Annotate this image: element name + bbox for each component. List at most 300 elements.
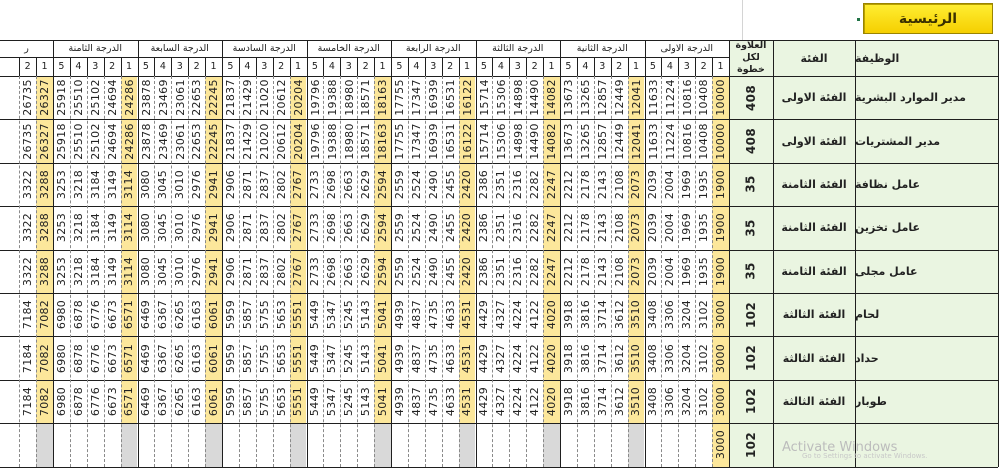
salary-cell[interactable]	[171, 119, 188, 162]
salary-cell[interactable]	[323, 336, 340, 379]
salary-cell[interactable]	[425, 423, 442, 466]
salary-cell[interactable]	[205, 206, 222, 249]
increment-cell[interactable]	[729, 423, 773, 466]
salary-cell[interactable]	[205, 423, 222, 466]
salary-cell[interactable]	[357, 336, 374, 379]
salary-cell[interactable]	[374, 250, 391, 293]
salary-cell[interactable]	[442, 206, 459, 249]
salary-cell[interactable]	[509, 119, 526, 162]
salary-cell[interactable]	[70, 250, 87, 293]
salary-cell[interactable]	[492, 293, 509, 336]
salary-cell[interactable]	[307, 76, 324, 119]
salary-cell[interactable]	[492, 163, 509, 206]
salary-cell[interactable]	[70, 380, 87, 423]
salary-cell[interactable]	[628, 119, 645, 162]
salary-cell[interactable]	[391, 380, 408, 423]
salary-cell[interactable]	[256, 336, 273, 379]
salary-cell[interactable]	[154, 119, 171, 162]
salary-cell[interactable]	[577, 423, 594, 466]
salary-cell[interactable]	[492, 76, 509, 119]
salary-cell[interactable]	[36, 380, 53, 423]
salary-cell[interactable]	[19, 163, 36, 206]
salary-cell[interactable]	[273, 206, 290, 249]
salary-cell[interactable]	[273, 250, 290, 293]
salary-cell[interactable]	[526, 206, 543, 249]
salary-cell[interactable]	[323, 76, 340, 119]
salary-cell[interactable]	[290, 119, 307, 162]
salary-cell[interactable]	[628, 423, 645, 466]
salary-cell[interactable]	[53, 423, 70, 466]
salary-cell[interactable]	[459, 336, 476, 379]
salary-cell[interactable]	[188, 250, 205, 293]
salary-cell[interactable]	[188, 163, 205, 206]
salary-cell[interactable]	[661, 380, 678, 423]
salary-cell[interactable]	[594, 250, 611, 293]
salary-cell[interactable]	[171, 423, 188, 466]
salary-cell[interactable]	[526, 380, 543, 423]
salary-cell[interactable]	[628, 76, 645, 119]
salary-cell[interactable]	[425, 293, 442, 336]
salary-cell[interactable]	[543, 76, 560, 119]
salary-cell[interactable]	[661, 250, 678, 293]
salary-cell[interactable]	[87, 163, 104, 206]
salary-cell[interactable]	[442, 380, 459, 423]
job-cell[interactable]: حداد	[855, 336, 998, 379]
salary-cell[interactable]	[290, 76, 307, 119]
salary-cell[interactable]	[391, 336, 408, 379]
salary-cell[interactable]	[323, 250, 340, 293]
home-button[interactable]: الرئيسية	[863, 3, 993, 34]
salary-cell[interactable]	[526, 250, 543, 293]
salary-cell[interactable]	[19, 119, 36, 162]
salary-cell[interactable]	[408, 250, 425, 293]
salary-cell[interactable]	[712, 250, 729, 293]
salary-cell[interactable]	[104, 293, 121, 336]
salary-cell[interactable]	[307, 206, 324, 249]
salary-cell[interactable]	[70, 336, 87, 379]
salary-cell[interactable]	[357, 423, 374, 466]
category-cell[interactable]: الفئة الثالثة	[773, 336, 855, 379]
salary-cell[interactable]	[104, 119, 121, 162]
salary-cell[interactable]	[543, 336, 560, 379]
salary-cell[interactable]	[628, 163, 645, 206]
salary-cell[interactable]	[442, 423, 459, 466]
salary-cell[interactable]	[476, 119, 493, 162]
salary-cell[interactable]	[695, 293, 712, 336]
salary-cell[interactable]	[87, 250, 104, 293]
salary-cell[interactable]	[256, 76, 273, 119]
salary-cell[interactable]	[171, 336, 188, 379]
salary-cell[interactable]	[459, 119, 476, 162]
job-cell[interactable]: عامل تخزين	[855, 206, 998, 249]
salary-cell[interactable]	[53, 250, 70, 293]
salary-cell[interactable]	[543, 293, 560, 336]
salary-cell[interactable]	[239, 293, 256, 336]
salary-cell[interactable]	[391, 423, 408, 466]
salary-cell[interactable]	[695, 250, 712, 293]
salary-cell[interactable]	[712, 206, 729, 249]
job-cell[interactable]: لحام	[855, 293, 998, 336]
salary-cell[interactable]	[560, 336, 577, 379]
salary-cell[interactable]	[256, 380, 273, 423]
salary-cell[interactable]	[391, 76, 408, 119]
salary-cell[interactable]	[19, 380, 36, 423]
salary-cell[interactable]	[577, 76, 594, 119]
salary-cell[interactable]	[307, 119, 324, 162]
salary-cell[interactable]	[307, 380, 324, 423]
salary-cell[interactable]	[87, 336, 104, 379]
salary-cell[interactable]	[290, 380, 307, 423]
salary-cell[interactable]	[256, 250, 273, 293]
salary-cell[interactable]	[509, 206, 526, 249]
salary-cell[interactable]	[425, 336, 442, 379]
salary-cell[interactable]	[611, 119, 628, 162]
salary-cell[interactable]	[188, 293, 205, 336]
salary-cell[interactable]	[222, 76, 239, 119]
salary-cell[interactable]	[53, 293, 70, 336]
salary-cell[interactable]	[36, 206, 53, 249]
salary-cell[interactable]	[138, 336, 155, 379]
salary-cell[interactable]	[340, 163, 357, 206]
salary-cell[interactable]	[290, 250, 307, 293]
salary-cell[interactable]	[323, 119, 340, 162]
salary-cell[interactable]	[526, 293, 543, 336]
salary-cell[interactable]	[712, 293, 729, 336]
salary-cell[interactable]	[273, 336, 290, 379]
salary-cell[interactable]	[611, 380, 628, 423]
salary-cell[interactable]	[560, 76, 577, 119]
salary-cell[interactable]	[87, 206, 104, 249]
salary-cell[interactable]	[19, 206, 36, 249]
salary-cell[interactable]	[492, 423, 509, 466]
salary-cell[interactable]	[408, 76, 425, 119]
salary-cell[interactable]	[307, 293, 324, 336]
salary-cell[interactable]	[357, 250, 374, 293]
salary-cell[interactable]	[577, 380, 594, 423]
salary-cell[interactable]	[36, 423, 53, 466]
salary-cell[interactable]	[171, 380, 188, 423]
increment-cell[interactable]	[729, 336, 773, 379]
salary-cell[interactable]	[171, 250, 188, 293]
salary-cell[interactable]	[594, 423, 611, 466]
salary-cell[interactable]	[425, 206, 442, 249]
salary-cell[interactable]	[374, 336, 391, 379]
salary-cell[interactable]	[323, 423, 340, 466]
salary-cell[interactable]	[138, 380, 155, 423]
salary-cell[interactable]	[323, 206, 340, 249]
salary-cell[interactable]	[205, 76, 222, 119]
salary-cell[interactable]	[357, 293, 374, 336]
salary-cell[interactable]	[222, 293, 239, 336]
salary-cell[interactable]	[459, 423, 476, 466]
salary-cell[interactable]	[87, 293, 104, 336]
salary-cell[interactable]	[509, 76, 526, 119]
salary-cell[interactable]	[104, 336, 121, 379]
increment-cell[interactable]	[729, 76, 773, 119]
salary-cell[interactable]	[712, 380, 729, 423]
salary-cell[interactable]	[374, 119, 391, 162]
salary-cell[interactable]	[36, 250, 53, 293]
salary-cell[interactable]	[222, 163, 239, 206]
salary-cell[interactable]	[577, 336, 594, 379]
salary-cell[interactable]	[307, 250, 324, 293]
salary-cell[interactable]	[104, 380, 121, 423]
salary-cell[interactable]	[509, 163, 526, 206]
salary-cell[interactable]	[104, 163, 121, 206]
salary-cell[interactable]	[611, 250, 628, 293]
salary-cell[interactable]	[222, 206, 239, 249]
salary-cell[interactable]	[340, 336, 357, 379]
salary-cell[interactable]	[273, 380, 290, 423]
salary-cell[interactable]	[239, 163, 256, 206]
salary-cell[interactable]	[121, 76, 138, 119]
salary-cell[interactable]	[307, 336, 324, 379]
salary-cell[interactable]	[307, 163, 324, 206]
salary-cell[interactable]	[256, 293, 273, 336]
salary-cell[interactable]	[712, 423, 729, 466]
salary-cell[interactable]	[374, 380, 391, 423]
increment-cell[interactable]	[729, 250, 773, 293]
salary-cell[interactable]	[290, 423, 307, 466]
job-cell[interactable]: مدير الموارد البشرية	[855, 76, 998, 119]
salary-cell[interactable]	[121, 250, 138, 293]
salary-cell[interactable]	[374, 293, 391, 336]
salary-cell[interactable]	[645, 423, 662, 466]
salary-cell[interactable]	[357, 163, 374, 206]
salary-cell[interactable]	[408, 119, 425, 162]
salary-cell[interactable]	[459, 206, 476, 249]
salary-cell[interactable]	[19, 293, 36, 336]
salary-cell[interactable]	[323, 163, 340, 206]
salary-cell[interactable]	[138, 119, 155, 162]
salary-cell[interactable]	[19, 423, 36, 466]
salary-cell[interactable]	[239, 336, 256, 379]
salary-cell[interactable]	[53, 380, 70, 423]
job-cell[interactable]: عامل نظافة	[855, 163, 998, 206]
salary-cell[interactable]	[340, 293, 357, 336]
increment-cell[interactable]	[729, 380, 773, 423]
salary-cell[interactable]	[121, 380, 138, 423]
salary-cell[interactable]	[239, 423, 256, 466]
salary-cell[interactable]	[70, 293, 87, 336]
salary-cell[interactable]	[256, 206, 273, 249]
salary-cell[interactable]	[340, 119, 357, 162]
salary-cell[interactable]	[205, 119, 222, 162]
salary-cell[interactable]	[661, 76, 678, 119]
salary-cell[interactable]	[577, 163, 594, 206]
salary-cell[interactable]	[526, 336, 543, 379]
salary-cell[interactable]	[104, 76, 121, 119]
salary-cell[interactable]	[509, 250, 526, 293]
salary-cell[interactable]	[340, 380, 357, 423]
salary-cell[interactable]	[661, 293, 678, 336]
salary-cell[interactable]	[239, 380, 256, 423]
salary-cell[interactable]	[340, 250, 357, 293]
salary-cell[interactable]	[239, 250, 256, 293]
salary-cell[interactable]	[87, 76, 104, 119]
category-cell[interactable]: الفئة الثامنة	[773, 250, 855, 293]
salary-cell[interactable]	[492, 119, 509, 162]
salary-cell[interactable]	[628, 250, 645, 293]
salary-cell[interactable]	[661, 119, 678, 162]
salary-cell[interactable]	[36, 163, 53, 206]
salary-cell[interactable]	[307, 423, 324, 466]
salary-cell[interactable]	[239, 206, 256, 249]
salary-cell[interactable]	[560, 119, 577, 162]
salary-cell[interactable]	[138, 423, 155, 466]
salary-cell[interactable]	[611, 76, 628, 119]
salary-cell[interactable]	[256, 163, 273, 206]
salary-cell[interactable]	[678, 206, 695, 249]
salary-cell[interactable]	[543, 206, 560, 249]
salary-cell[interactable]	[273, 119, 290, 162]
salary-cell[interactable]	[19, 336, 36, 379]
salary-cell[interactable]	[138, 206, 155, 249]
salary-cell[interactable]	[543, 119, 560, 162]
salary-cell[interactable]	[19, 76, 36, 119]
salary-cell[interactable]	[645, 336, 662, 379]
job-cell[interactable]: عامل مجلى	[855, 250, 998, 293]
salary-cell[interactable]	[188, 76, 205, 119]
salary-cell[interactable]	[476, 163, 493, 206]
salary-cell[interactable]	[611, 206, 628, 249]
salary-cell[interactable]	[171, 206, 188, 249]
salary-cell[interactable]	[357, 76, 374, 119]
salary-cell[interactable]	[121, 293, 138, 336]
salary-cell[interactable]	[678, 76, 695, 119]
salary-cell[interactable]	[374, 423, 391, 466]
salary-cell[interactable]	[509, 423, 526, 466]
salary-cell[interactable]	[239, 119, 256, 162]
salary-cell[interactable]	[154, 250, 171, 293]
salary-cell[interactable]	[560, 423, 577, 466]
salary-cell[interactable]	[273, 163, 290, 206]
salary-cell[interactable]	[121, 206, 138, 249]
salary-cell[interactable]	[425, 250, 442, 293]
salary-cell[interactable]	[712, 119, 729, 162]
salary-cell[interactable]	[154, 336, 171, 379]
salary-cell[interactable]	[476, 293, 493, 336]
salary-cell[interactable]	[340, 423, 357, 466]
salary-cell[interactable]	[678, 250, 695, 293]
salary-cell[interactable]	[70, 206, 87, 249]
salary-cell[interactable]	[476, 423, 493, 466]
salary-cell[interactable]	[442, 163, 459, 206]
salary-cell[interactable]	[222, 423, 239, 466]
salary-cell[interactable]	[391, 293, 408, 336]
salary-cell[interactable]	[442, 76, 459, 119]
increment-cell[interactable]	[729, 293, 773, 336]
category-cell[interactable]: الفئة الاولى	[773, 76, 855, 119]
salary-cell[interactable]	[188, 380, 205, 423]
salary-cell[interactable]	[661, 163, 678, 206]
salary-cell[interactable]	[611, 293, 628, 336]
salary-cell[interactable]	[154, 423, 171, 466]
salary-cell[interactable]	[678, 336, 695, 379]
salary-cell[interactable]	[526, 76, 543, 119]
salary-cell[interactable]	[611, 423, 628, 466]
salary-cell[interactable]	[678, 163, 695, 206]
salary-cell[interactable]	[87, 380, 104, 423]
salary-cell[interactable]	[712, 336, 729, 379]
salary-cell[interactable]	[70, 163, 87, 206]
salary-cell[interactable]	[661, 336, 678, 379]
salary-cell[interactable]	[459, 76, 476, 119]
salary-cell[interactable]	[138, 250, 155, 293]
salary-cell[interactable]	[408, 380, 425, 423]
salary-cell[interactable]	[560, 206, 577, 249]
salary-cell[interactable]	[222, 250, 239, 293]
salary-cell[interactable]	[594, 206, 611, 249]
salary-cell[interactable]	[476, 206, 493, 249]
salary-cell[interactable]	[628, 380, 645, 423]
salary-cell[interactable]	[560, 380, 577, 423]
salary-cell[interactable]	[408, 336, 425, 379]
salary-cell[interactable]	[425, 380, 442, 423]
salary-cell[interactable]	[222, 336, 239, 379]
salary-cell[interactable]	[628, 206, 645, 249]
salary-cell[interactable]	[104, 250, 121, 293]
salary-cell[interactable]	[391, 206, 408, 249]
salary-cell[interactable]	[425, 76, 442, 119]
salary-cell[interactable]	[645, 293, 662, 336]
salary-cell[interactable]	[53, 336, 70, 379]
salary-cell[interactable]	[459, 380, 476, 423]
salary-cell[interactable]	[577, 119, 594, 162]
salary-cell[interactable]	[695, 76, 712, 119]
salary-cell[interactable]	[357, 380, 374, 423]
salary-cell[interactable]	[442, 119, 459, 162]
salary-cell[interactable]	[36, 76, 53, 119]
salary-cell[interactable]	[290, 206, 307, 249]
salary-cell[interactable]	[678, 119, 695, 162]
salary-cell[interactable]	[70, 119, 87, 162]
salary-cell[interactable]	[222, 380, 239, 423]
salary-cell[interactable]	[459, 293, 476, 336]
salary-cell[interactable]	[205, 250, 222, 293]
salary-cell[interactable]	[661, 423, 678, 466]
salary-cell[interactable]	[256, 119, 273, 162]
salary-cell[interactable]	[645, 206, 662, 249]
salary-cell[interactable]	[442, 293, 459, 336]
salary-cell[interactable]	[695, 380, 712, 423]
selection-handle[interactable]	[856, 17, 861, 22]
salary-cell[interactable]	[205, 293, 222, 336]
salary-cell[interactable]	[628, 293, 645, 336]
salary-cell[interactable]	[492, 336, 509, 379]
salary-cell[interactable]	[695, 423, 712, 466]
salary-cell[interactable]	[138, 76, 155, 119]
salary-cell[interactable]	[391, 250, 408, 293]
category-cell[interactable]: الفئة الثامنة	[773, 206, 855, 249]
salary-cell[interactable]	[290, 293, 307, 336]
salary-cell[interactable]	[154, 76, 171, 119]
salary-cell[interactable]	[661, 206, 678, 249]
salary-cell[interactable]	[645, 250, 662, 293]
salary-cell[interactable]	[290, 336, 307, 379]
salary-cell[interactable]	[391, 119, 408, 162]
salary-cell[interactable]	[594, 163, 611, 206]
salary-cell[interactable]	[560, 250, 577, 293]
salary-cell[interactable]	[239, 76, 256, 119]
salary-cell[interactable]	[560, 293, 577, 336]
salary-cell[interactable]	[36, 119, 53, 162]
salary-cell[interactable]	[171, 163, 188, 206]
salary-cell[interactable]	[425, 119, 442, 162]
salary-cell[interactable]	[408, 163, 425, 206]
salary-cell[interactable]	[594, 119, 611, 162]
salary-cell[interactable]	[154, 380, 171, 423]
